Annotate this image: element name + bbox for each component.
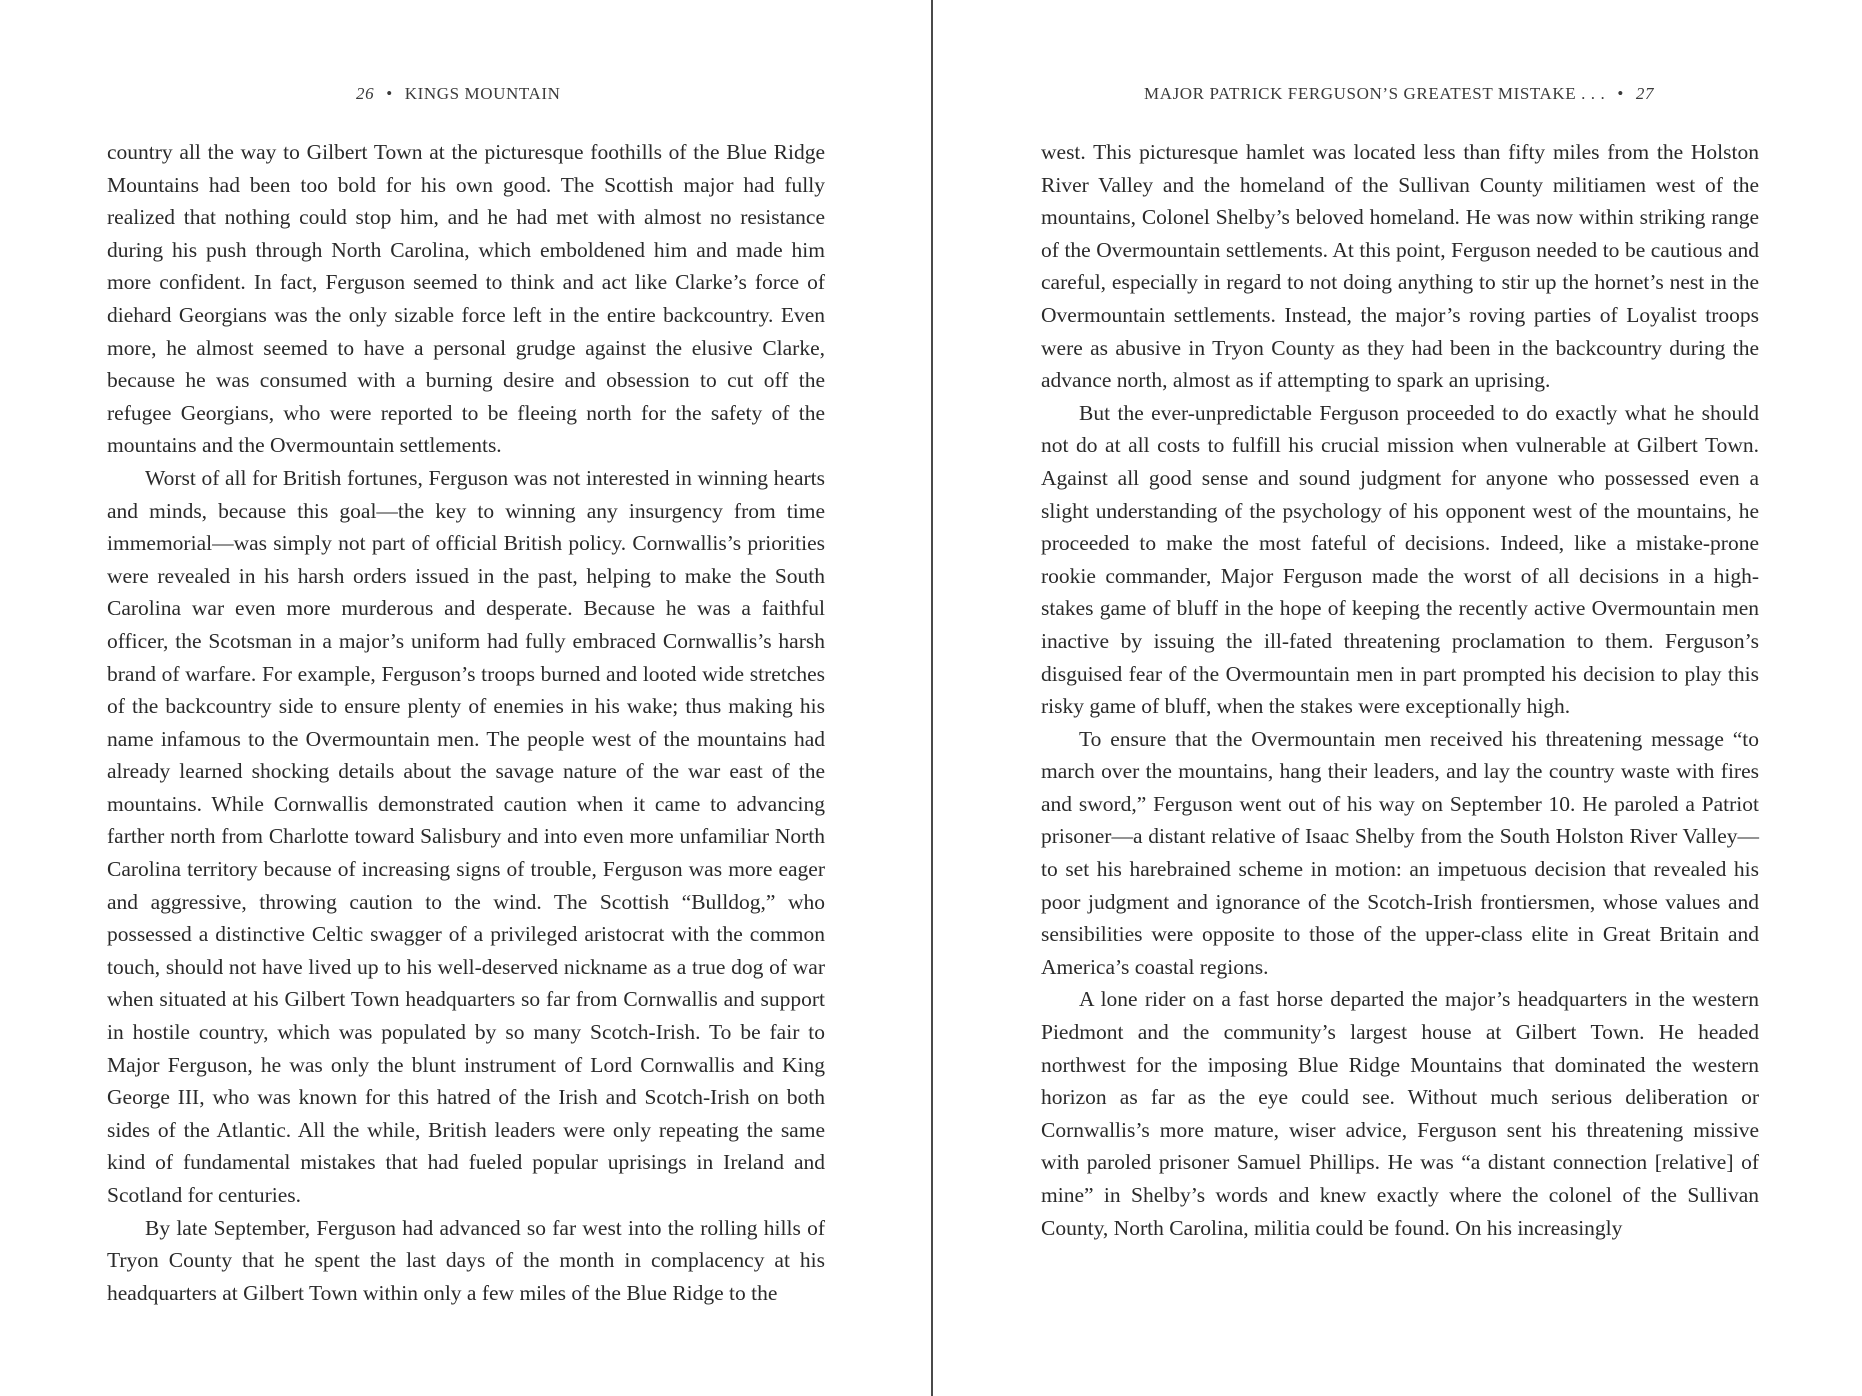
right-page-number: 27 [1635, 84, 1655, 103]
right-paragraph-4: A lone rider on a fast horse departed the major’s headquarters in the western Piedmont and the community’s largest house at Gilbert Town. He headed northwest for the imposing Blue Ridge Mountains that dominated the western horizon as far as the eye could see. Without much serious deliberation or Cornwallis’s more mature, wiser advice, Ferguson sent his threatening missive with paroled prisoner Samuel Phillips. He was “a distant connection [relative] of mine” in Shelby’s words and knew exactly where the colonel of the Sullivan County, North Carolina, militia could be found. On his increasingly [1041, 987, 1759, 1240]
right-paragraph-2: But the ever-unpredictable Ferguson proceeded to do exactly what he should not do at all costs to fulfill his crucial mission when vulnerable at Gilbert Town. Against all good sense and sound judgment for anyone who possessed even a slight understanding of the psychology of his opponent west of the mountains, he proceeded to make the most fateful of decisions. Indeed, like a mistake-prone rookie commander, Major Ferguson made the worst of all decisions in a high-stakes game of bluff in the hope of keeping the recently active Overmountain men inactive by issuing the ill-fated threatening proclamation to them. Ferguson’s disguised fear of the Overmountain men in part prompted his decision to play this risky game of bluff, when the stakes were exceptionally high. [1041, 400, 1759, 719]
right-paragraph-3: To ensure that the Overmountain men received his threatening message “to march over the mountains, hang their leaders, and lay the country waste with fires and sword,” Ferguson went out of his way on September 10. He paroled a Patriot prisoner—a distant relative of Isaac Shelby from the South Holston River Valley—to set his harebrained scheme in motion: an impetuous decision that revealed his poor judgment and ignorance of the Scotch-Irish frontiersmen, whose values and sensibilities were opposite to those of the upper-class elite in Great Britain and America’s coastal regions. [1041, 726, 1759, 979]
left-page-number: 26 [356, 84, 375, 103]
page-gutter-divider [931, 0, 933, 1396]
left-head-title: KINGS MOUNTAIN [404, 84, 561, 103]
right-paragraph-1: west. This picturesque hamlet was located less than fifty miles from the Holston River Valley and the homeland of the Sullivan County militiamen west of the mountains, Colonel Shelby’s beloved homeland. He was now within striking range of the Overmountain settlements. At this point, Ferguson needed to be cautious and careful, especially in regard to not doing anything to stir up the hornet’s nest in the Overmountain settlements. Instead, the major’s roving parties of Loyalist troops were as abusive in Tryon County as they had been in the backcountry during the advance north, almost as if attempting to spark an uprising. [1041, 140, 1759, 393]
right-running-head [1144, 84, 1654, 104]
left-paragraph-1: country all the way to Gilbert Town at the picturesque foothills of the Blue Ridge Mountains had been too bold for his own good. The Scottish major had fully realized that nothing could stop him, and he had met with almost no resistance during his push through North Carolina, which emboldened him and made him more confident. In fact, Ferguson seemed to think and act like Clarke’s force of diehard Georgians was the only sizable force left in the entire backcountry. Even more, he almost seemed to have a personal grudge against the elusive Clarke, because he was consumed with a burning desire and obsession to cut off the refugee Georgians, who were reported to be fleeing north for the safety of the mountains and the Overmountain settlements. [107, 140, 825, 458]
left-body-text [107, 136, 825, 1309]
right-body-text [1041, 136, 1759, 1244]
left-paragraph-2: Worst of all for British fortunes, Ferguson was not interested in winning hearts and minds, because this goal—the key to winning any insurgency from time immemorial—was simply not part of official British policy. Cornwallis’s priorities were revealed in his harsh orders issued in the past, helping to make the South Carolina war even more murderous and desperate. Because he was a faithful officer, the Scotsman in a major’s uniform had fully embraced Cornwallis’s harsh brand of warfare. For example, Ferguson’s troops burned and looted wide stretches of the backcountry side to ensure plenty of enemies in his wake; thus making his name infamous to the Overmountain men. The people west of the mountains had already learned shocking details about the savage nature of the war east of the mountains. While Cornwallis demonstrated caution when it came to advancing farther north from Charlotte toward Salisbury and into even more unfamiliar North Carolina territory because of increasing signs of trouble, Ferguson was more eager and aggressive, throwing caution to the wind. The Scottish “Bulldog,” who possessed a distinctive Celtic swagger of a privileged aristocrat with the common touch, should not have lived up to his well-deserved nickname as a true dog of war when situated at his Gilbert Town headquarters so far from Cornwallis and support in hostile country, which was populated by so many Scotch-Irish. To be fair to Major Ferguson, he was only the blunt instrument of Lord Cornwallis and King George III, who was known for this hatred of the Irish and Scotch-Irish on both sides of the Atlantic. All the while, British leaders were only repeating the same kind of fundamental mistakes that had fueled popular uprisings in Ireland and Scotland for centuries. [107, 465, 825, 1207]
left-paragraph-3: By late September, Ferguson had advanced so far west into the rolling hills of Tryon County that he spent the last days of the month in complacency at his headquarters at Gilbert Town within only a few miles of the Blue Ridge to the [107, 1215, 825, 1305]
left-head-separator: • [386, 84, 393, 103]
left-running-head [356, 84, 561, 104]
right-head-separator: • [1617, 84, 1624, 103]
right-head-title: MAJOR PATRICK FERGUSON’S GREATEST MISTAKE . . . [1144, 84, 1606, 103]
right-page [934, 0, 1862, 1396]
